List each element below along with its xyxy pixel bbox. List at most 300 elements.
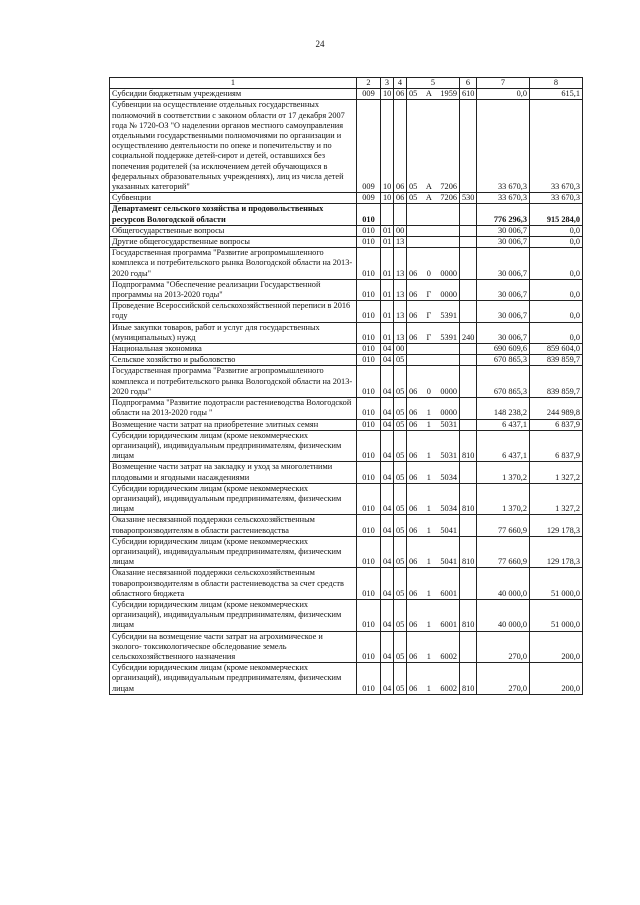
col-2-code xyxy=(357,279,381,300)
cell-text: 810 xyxy=(462,557,475,567)
col-5-code xyxy=(407,462,460,483)
cell-text: 33 670,3 xyxy=(550,182,580,192)
col-2-code xyxy=(357,204,381,225)
cell-text: 06 xyxy=(409,332,418,342)
cell-text: 915 284,0 xyxy=(546,214,580,224)
col-5-code xyxy=(407,483,460,515)
cell-text: 6001 xyxy=(440,588,457,598)
cell-text: 859 604,0 xyxy=(546,344,580,354)
cell-text: 30 006,7 xyxy=(497,311,527,321)
cell-text: 0000 xyxy=(440,290,457,300)
cell-text: 30 006,7 xyxy=(497,332,527,342)
row-name xyxy=(110,631,357,663)
cell-text: 1 xyxy=(426,419,431,429)
col-8-amount xyxy=(530,344,583,355)
cell-text: 30 006,7 xyxy=(497,237,527,247)
cell-text: 810 xyxy=(462,683,475,693)
cell-text: 0,0 xyxy=(569,290,580,300)
header-cell: 6 xyxy=(460,78,477,89)
table-row xyxy=(110,322,583,343)
col-6-code xyxy=(460,248,477,280)
col-6-code xyxy=(460,430,477,462)
cell-text: 010 xyxy=(362,386,375,396)
cell-text: 1 xyxy=(426,472,431,482)
col-3-code xyxy=(381,483,394,515)
cell-text: 010 xyxy=(362,311,375,321)
cell-text: Оказание несвязанной поддержки сельскохозяйственным товаропроизводителям в области растениеводства xyxy=(112,515,315,535)
cell-text: 010 xyxy=(362,268,375,278)
cell-text: 04 xyxy=(383,557,392,567)
cell-text: 05 xyxy=(409,193,418,203)
col-2-code xyxy=(357,631,381,663)
col-3-code xyxy=(381,398,394,419)
cell-text: 01 xyxy=(383,311,392,321)
cell-text: 13 xyxy=(396,332,405,342)
header-cell: 2 xyxy=(357,78,381,89)
table-row xyxy=(110,344,583,355)
cell-text: 010 xyxy=(362,355,375,365)
cell-text: 810 xyxy=(462,620,475,630)
cell-text: 13 xyxy=(396,311,405,321)
cell-text: 010 xyxy=(362,214,375,224)
table-row xyxy=(110,462,583,483)
cell-text: Иные закупки товаров, работ и услуг для государственных (муниципальных) нужд xyxy=(112,322,320,342)
row-name xyxy=(110,248,357,280)
col-4-code xyxy=(394,100,407,193)
header-row xyxy=(110,78,583,89)
col-7-amount xyxy=(477,193,530,204)
cell-text: 0000 xyxy=(440,268,457,278)
cell-text: 1 xyxy=(426,683,431,693)
col-4-code xyxy=(394,599,407,631)
col-4-code xyxy=(394,515,407,536)
cell-text: Государственная программа "Развитие агропромышленного комплекса и потребительского рынка Вологодской области на 2013-2020 годы" xyxy=(112,366,353,396)
cell-text: 06 xyxy=(409,557,418,567)
col-6-code xyxy=(460,462,477,483)
cell-text: 04 xyxy=(383,504,392,514)
cell-text: 0,0 xyxy=(569,237,580,247)
col-8-amount xyxy=(530,398,583,419)
cell-text: 5391 xyxy=(440,311,457,321)
col-2-code xyxy=(357,89,381,100)
cell-text: 04 xyxy=(383,472,392,482)
cell-text: 00 xyxy=(396,344,405,354)
cell-text: 04 xyxy=(383,588,392,598)
cell-text: Оказание несвязанной поддержки сельскохозяйственным товаропроизводителям в области растениеводства за счет средств областного бюджета xyxy=(112,568,344,598)
cell-text: 06 xyxy=(396,193,405,203)
cell-text: 05 xyxy=(396,451,405,461)
row-name xyxy=(110,322,357,343)
col-2-code xyxy=(357,301,381,322)
col-8-amount xyxy=(530,89,583,100)
row-name xyxy=(110,344,357,355)
cell-text: Субсидии на возмещение части затрат на агрохимическое и эколого- токсикологическое обследование земель сельскохозяйственного назначения xyxy=(112,631,323,661)
row-name xyxy=(110,279,357,300)
cell-text: 06 xyxy=(409,651,418,661)
cell-text: 010 xyxy=(362,588,375,598)
col-4-code xyxy=(394,536,407,568)
col-4-code xyxy=(394,89,407,100)
col-6-code xyxy=(460,301,477,322)
cell-text: 13 xyxy=(396,268,405,278)
col-6-code xyxy=(460,568,477,600)
col-7-amount xyxy=(477,483,530,515)
col-6-code xyxy=(460,355,477,366)
col-2-code xyxy=(357,322,381,343)
table-row xyxy=(110,100,583,193)
cell-text: 010 xyxy=(362,472,375,482)
col-7-amount xyxy=(477,279,530,300)
cell-text: 05 xyxy=(396,651,405,661)
col-8-amount xyxy=(530,100,583,193)
row-name xyxy=(110,366,357,398)
cell-text: 05 xyxy=(396,525,405,535)
cell-text: 06 xyxy=(409,311,418,321)
col-2-code xyxy=(357,430,381,462)
cell-text: 240 xyxy=(462,332,475,342)
col-8-amount xyxy=(530,663,583,695)
col-7-amount xyxy=(477,398,530,419)
header-cell: 4 xyxy=(394,78,407,89)
col-6-code xyxy=(460,322,477,343)
col-4-code xyxy=(394,663,407,695)
cell-text: 670 865,3 xyxy=(493,386,527,396)
col-7-amount xyxy=(477,663,530,695)
table-row xyxy=(110,398,583,419)
cell-text: 51 000,0 xyxy=(550,620,580,630)
cell-text: 04 xyxy=(383,386,392,396)
table-row xyxy=(110,279,583,300)
cell-text: 06 xyxy=(409,683,418,693)
col-3-code xyxy=(381,301,394,322)
col-5-code xyxy=(407,301,460,322)
col-3-code xyxy=(381,430,394,462)
col-5-code xyxy=(407,279,460,300)
table-row xyxy=(110,631,583,663)
table-row xyxy=(110,419,583,430)
col-2-code xyxy=(357,100,381,193)
col-8-amount xyxy=(530,462,583,483)
cell-text: 010 xyxy=(362,344,375,354)
table-row xyxy=(110,193,583,204)
cell-text: 010 xyxy=(362,419,375,429)
cell-text: Субсидии юридическим лицам (кроме некоммерческих организаций), индивидуальным предпринимателям, физическим лицам xyxy=(112,483,342,514)
cell-text: А xyxy=(425,182,432,192)
table-row xyxy=(110,663,583,695)
cell-text: 05 xyxy=(396,472,405,482)
cell-text: 05 xyxy=(409,182,418,192)
cell-text: 04 xyxy=(383,651,392,661)
col-2-code xyxy=(357,398,381,419)
cell-text: 244 989,8 xyxy=(546,408,580,418)
cell-text: 6 837,9 xyxy=(555,419,580,429)
cell-text: Подпрограмма "Развитие подотрасли растениеводства Вологодской области на 2013-2020 годы " xyxy=(112,398,352,418)
cell-text: Субсидии юридическим лицам (кроме некоммерческих организаций), индивидуальным предпринимателям, физическим лицам xyxy=(112,663,342,693)
col-7-amount xyxy=(477,204,530,225)
cell-text: 670 865,3 xyxy=(493,355,527,365)
row-name xyxy=(110,398,357,419)
cell-text: 06 xyxy=(409,588,418,598)
cell-text: 0,0 xyxy=(569,268,580,278)
cell-text: 270,0 xyxy=(508,683,527,693)
cell-text: Государственная программа "Развитие агропромышленного комплекса и потребительского рынка Вологодской области на 2013-2020 годы" xyxy=(112,248,353,278)
col-6-code xyxy=(460,515,477,536)
cell-text: 009 xyxy=(362,193,375,203)
cell-text: 6 837,9 xyxy=(555,451,580,461)
cell-text: Сельское хозяйство и рыболовство xyxy=(112,355,236,365)
col-5-code xyxy=(407,366,460,398)
cell-text: 010 xyxy=(362,683,375,693)
cell-text: 1 xyxy=(426,451,431,461)
col-5-code xyxy=(407,663,460,695)
cell-text: 1 xyxy=(426,620,431,630)
col-2-code xyxy=(357,462,381,483)
col-7-amount xyxy=(477,599,530,631)
col-5-code xyxy=(407,237,460,248)
col-6-code xyxy=(460,279,477,300)
cell-text: 5041 xyxy=(440,525,457,535)
cell-text: 615,1 xyxy=(561,89,580,99)
cell-text: 01 xyxy=(383,268,392,278)
cell-text: 05 xyxy=(396,408,405,418)
row-name xyxy=(110,193,357,204)
cell-text: 010 xyxy=(362,332,375,342)
col-7-amount xyxy=(477,225,530,236)
table-row xyxy=(110,301,583,322)
cell-text: 06 xyxy=(396,89,405,99)
cell-text: 270,0 xyxy=(508,651,527,661)
col-4-code xyxy=(394,344,407,355)
cell-text: Национальная экономика xyxy=(112,344,202,354)
cell-text: 01 xyxy=(383,225,392,235)
cell-text: 5031 xyxy=(440,451,457,461)
cell-text: 6002 xyxy=(440,683,457,693)
row-name xyxy=(110,355,357,366)
col-2-code xyxy=(357,344,381,355)
col-4-code xyxy=(394,301,407,322)
col-4-code xyxy=(394,483,407,515)
cell-text: 05 xyxy=(396,386,405,396)
col-4-code xyxy=(394,322,407,343)
cell-text: Субсидии бюджетным учреждениям xyxy=(112,89,242,99)
col-2-code xyxy=(357,248,381,280)
cell-text: 06 xyxy=(409,419,418,429)
cell-text: 10 xyxy=(383,182,392,192)
cell-text: 810 xyxy=(462,451,475,461)
col-5-code xyxy=(407,398,460,419)
col-3-code xyxy=(381,279,394,300)
cell-text: 01 xyxy=(383,290,392,300)
col-6-code xyxy=(460,237,477,248)
col-4-code xyxy=(394,419,407,430)
col-4-code xyxy=(394,430,407,462)
header-cell: 3 xyxy=(381,78,394,89)
cell-text: 05 xyxy=(396,683,405,693)
cell-text: 148 238,2 xyxy=(493,408,527,418)
cell-text: 5034 xyxy=(440,504,457,514)
table-row xyxy=(110,568,583,600)
col-6-code xyxy=(460,419,477,430)
col-3-code xyxy=(381,462,394,483)
col-3-code xyxy=(381,204,394,225)
col-3-code xyxy=(381,193,394,204)
col-4-code xyxy=(394,568,407,600)
col-6-code xyxy=(460,599,477,631)
cell-text: 01 xyxy=(383,237,392,247)
cell-text: 06 xyxy=(409,472,418,482)
cell-text: 7206 xyxy=(440,193,457,203)
table-row xyxy=(110,89,583,100)
col-4-code xyxy=(394,225,407,236)
cell-text: 77 660,9 xyxy=(497,525,527,535)
col-5-code xyxy=(407,599,460,631)
col-6-code xyxy=(460,631,477,663)
col-5-code xyxy=(407,568,460,600)
cell-text: 10 xyxy=(383,89,392,99)
cell-text: 1 xyxy=(426,504,431,514)
col-5-code xyxy=(407,322,460,343)
col-8-amount xyxy=(530,193,583,204)
col-8-amount xyxy=(530,225,583,236)
cell-text: 5041 xyxy=(440,557,457,567)
cell-text: 1 370,2 xyxy=(502,472,527,482)
col-2-code xyxy=(357,225,381,236)
col-5-code xyxy=(407,344,460,355)
cell-text: 05 xyxy=(396,557,405,567)
col-3-code xyxy=(381,419,394,430)
header-cell: 5 xyxy=(407,78,460,89)
cell-text: 009 xyxy=(362,89,375,99)
col-5-code xyxy=(407,430,460,462)
col-3-code xyxy=(381,515,394,536)
cell-text: Подпрограмма "Обеспечение реализации Государственной программы на 2013-2020 годы" xyxy=(112,279,321,300)
col-3-code xyxy=(381,89,394,100)
col-6-code xyxy=(460,398,477,419)
table-row xyxy=(110,483,583,515)
col-8-amount xyxy=(530,568,583,600)
col-2-code xyxy=(357,355,381,366)
cell-text: 05 xyxy=(396,620,405,630)
col-5-code xyxy=(407,515,460,536)
cell-text: Г xyxy=(426,290,432,300)
cell-text: 009 xyxy=(362,182,375,192)
cell-text: 0,0 xyxy=(569,332,580,342)
cell-text: Возмещение части затрат на приобретение элитных семян xyxy=(112,419,319,429)
col-4-code xyxy=(394,631,407,663)
col-8-amount xyxy=(530,536,583,568)
table-row xyxy=(110,599,583,631)
col-6-code xyxy=(460,193,477,204)
cell-text: 05 xyxy=(396,355,405,365)
col-7-amount xyxy=(477,515,530,536)
cell-text: Г xyxy=(426,332,432,342)
col-7-amount xyxy=(477,100,530,193)
col-7-amount xyxy=(477,248,530,280)
col-8-amount xyxy=(530,599,583,631)
col-8-amount xyxy=(530,204,583,225)
cell-text: 0,0 xyxy=(569,311,580,321)
cell-text: 51 000,0 xyxy=(550,588,580,598)
cell-text: 690 609,6 xyxy=(493,344,527,354)
col-7-amount xyxy=(477,355,530,366)
page-number: 24 xyxy=(315,39,325,49)
cell-text: Г xyxy=(426,311,432,321)
col-7-amount xyxy=(477,568,530,600)
col-5-code xyxy=(407,419,460,430)
row-name xyxy=(110,301,357,322)
row-name xyxy=(110,225,357,236)
row-name xyxy=(110,568,357,600)
cell-text: Другие общегосударственные вопросы xyxy=(112,237,250,247)
row-name xyxy=(110,536,357,568)
cell-text: 6 437,1 xyxy=(502,419,527,429)
cell-text: 010 xyxy=(362,290,375,300)
col-4-code xyxy=(394,366,407,398)
cell-text: Общегосударственные вопросы xyxy=(112,225,225,235)
col-4-code xyxy=(394,237,407,248)
header-cell: 7 xyxy=(477,78,530,89)
cell-text: 1 xyxy=(426,525,431,535)
table-row xyxy=(110,204,583,225)
cell-text: 06 xyxy=(409,290,418,300)
cell-text: 06 xyxy=(409,525,418,535)
cell-text: 04 xyxy=(383,419,392,429)
cell-text: 810 xyxy=(462,504,475,514)
cell-text: 04 xyxy=(383,683,392,693)
col-2-code xyxy=(357,568,381,600)
row-name xyxy=(110,204,357,225)
cell-text: 010 xyxy=(362,557,375,567)
col-8-amount xyxy=(530,419,583,430)
cell-text: 30 006,7 xyxy=(497,225,527,235)
cell-text: 0 xyxy=(426,386,431,396)
col-6-code xyxy=(460,100,477,193)
cell-text: 839 859,7 xyxy=(546,355,580,365)
col-7-amount xyxy=(477,462,530,483)
col-7-amount xyxy=(477,301,530,322)
col-2-code xyxy=(357,193,381,204)
col-2-code xyxy=(357,483,381,515)
table-row xyxy=(110,536,583,568)
col-5-code xyxy=(407,193,460,204)
cell-text: 6002 xyxy=(440,651,457,661)
cell-text: 0,0 xyxy=(569,225,580,235)
cell-text: 06 xyxy=(409,386,418,396)
cell-text: Субсидии юридическим лицам (кроме некоммерческих организаций), индивидуальным предпринимателям, физическим лицам xyxy=(112,430,342,461)
col-5-code xyxy=(407,204,460,225)
col-3-code xyxy=(381,225,394,236)
col-3-code xyxy=(381,536,394,568)
col-5-code xyxy=(407,248,460,280)
cell-text: 6 437,1 xyxy=(502,451,527,461)
table-row xyxy=(110,366,583,398)
col-3-code xyxy=(381,100,394,193)
col-3-code xyxy=(381,237,394,248)
cell-text: 0000 xyxy=(440,408,457,418)
cell-text: 00 xyxy=(396,225,405,235)
cell-text: 1 xyxy=(426,408,431,418)
col-3-code xyxy=(381,344,394,355)
cell-text: 05 xyxy=(396,504,405,514)
cell-text: Возмещение части затрат на закладку и уход за многолетними плодовыми и ягодными насаждениями xyxy=(112,462,333,482)
cell-text: 77 660,9 xyxy=(497,557,527,567)
cell-text: 05 xyxy=(396,588,405,598)
cell-text: 010 xyxy=(362,451,375,461)
header-cell: 1 xyxy=(110,78,357,89)
col-3-code xyxy=(381,568,394,600)
col-5-code xyxy=(407,89,460,100)
cell-text: Проведение Всероссийской сельскохозяйственной переписи в 2016 году xyxy=(112,301,351,321)
